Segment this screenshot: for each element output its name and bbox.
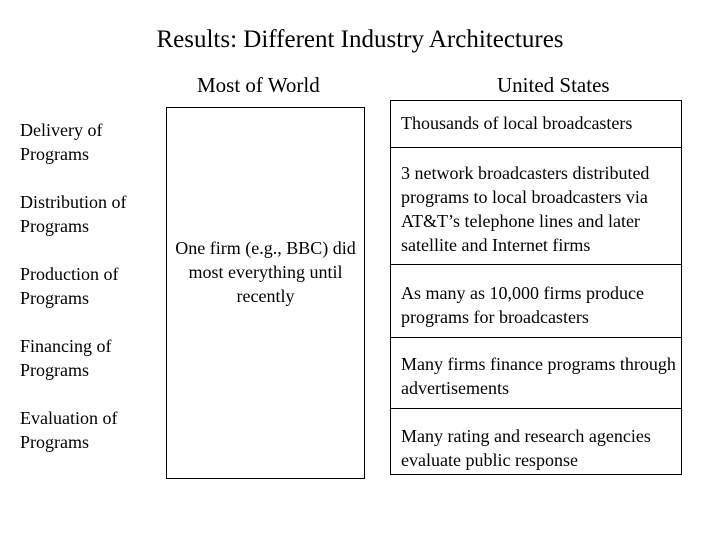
column-header-most-of-world: Most of World xyxy=(197,73,320,97)
most-of-world-text: One firm (e.g., BBC) did most everything until recently xyxy=(175,238,356,306)
row-label-delivery: Delivery of Programs xyxy=(20,120,103,164)
slide-title: Results: Different Industry Architectures xyxy=(156,26,564,53)
row-label-production: Production of Programs xyxy=(20,264,119,308)
row-label-financing: Financing of Programs xyxy=(20,336,112,380)
united-states-box xyxy=(390,100,682,475)
us-cell-production: As many as 10,000 firms produce programs for broadcasters xyxy=(391,264,681,337)
us-cell-financing: Many firms finance programs through advertisements xyxy=(391,337,681,408)
row-label-distribution: Distribution of Programs xyxy=(20,192,127,236)
most-of-world-box xyxy=(166,107,365,479)
us-cell-evaluation: Many rating and research agencies evaluate public response xyxy=(391,408,681,476)
us-cell-delivery: Thousands of local broadcasters xyxy=(401,113,633,133)
column-header-united-states: United States xyxy=(497,73,610,97)
us-cell-distribution: 3 network broadcasters distributed programs to local broadcasters via AT&T’s telephone lines and later satellite and Internet firms xyxy=(391,147,681,264)
row-label-evaluation: Evaluation of Programs xyxy=(20,408,118,452)
